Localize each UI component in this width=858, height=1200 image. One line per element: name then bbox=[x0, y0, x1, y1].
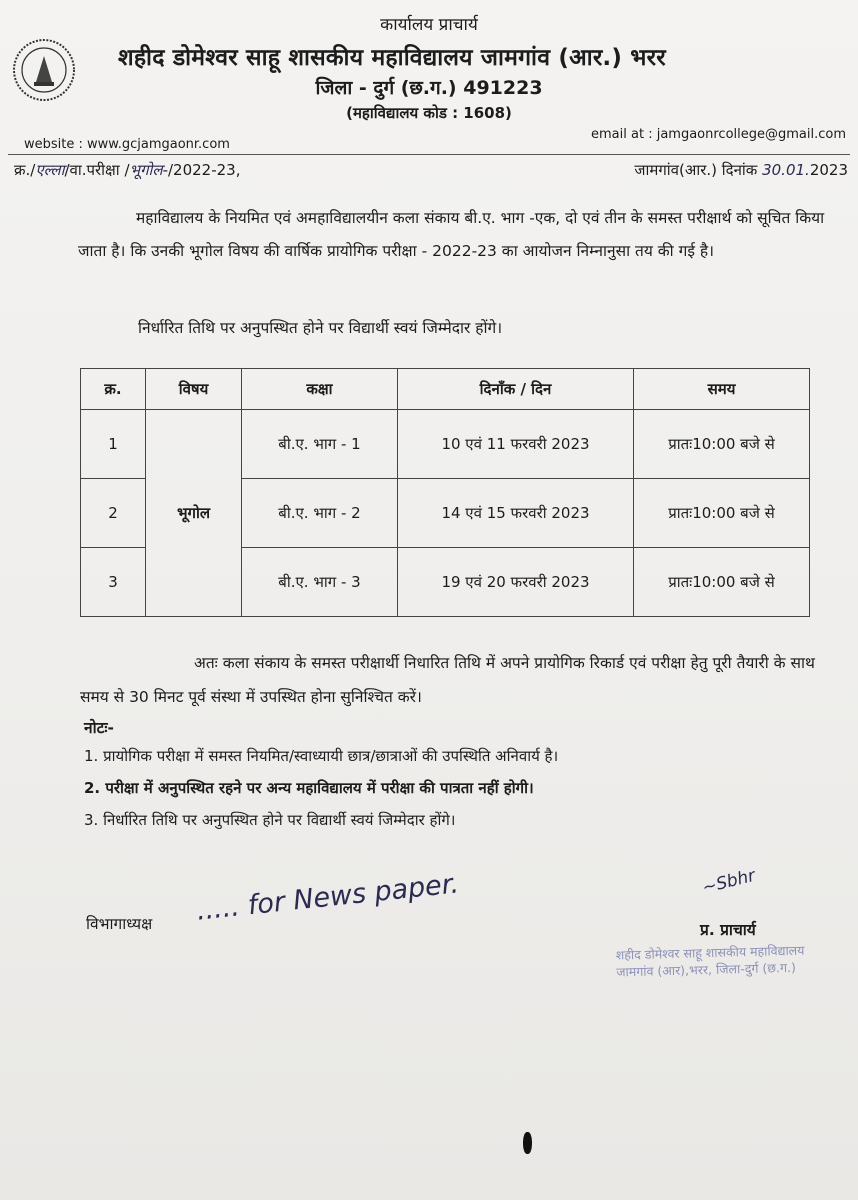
note-item: 3. निर्धारित तिथि पर अनुपस्थित होने पर विद्यार्थी स्वयं जिम्मेदार होंगे। bbox=[84, 811, 456, 829]
cell-time: प्रातः10:00 बजे से bbox=[634, 479, 810, 548]
table-row bbox=[81, 410, 810, 479]
cell-serial: 2 bbox=[81, 479, 146, 548]
office-title: कार्यालय प्राचार्य bbox=[380, 15, 478, 35]
cell-date: 10 एवं 11 फरवरी 2023 bbox=[398, 410, 634, 479]
col-header-time: समय bbox=[634, 369, 810, 410]
col-header-serial: क्र. bbox=[81, 369, 146, 410]
cell-class: बी.ए. भाग - 2 bbox=[242, 479, 398, 548]
principal-signature: ~Sbhr bbox=[700, 865, 758, 899]
ref-prefix: क्र./ bbox=[14, 161, 36, 179]
col-header-subject: विषय bbox=[146, 369, 242, 410]
exam-schedule-table bbox=[80, 368, 810, 617]
stamp-line: शहीद डोमेश्वर साहू शासकीय महाविद्यालय bbox=[615, 942, 805, 963]
reference-number bbox=[14, 160, 241, 180]
ref-subject-handwritten: भूगोल bbox=[129, 161, 163, 179]
place-label: जामगांव(आर.) दिनांक bbox=[634, 161, 758, 179]
website-text: website : www.gcjamgaonr.com bbox=[24, 137, 230, 152]
absence-warning: निर्धारित तिथि पर अनुपस्थित होने पर विद्यार्थी स्वयं जिम्मेदार होंगे। bbox=[138, 319, 503, 337]
cell-serial: 3 bbox=[81, 548, 146, 617]
principal-label: प्र. प्राचार्य bbox=[700, 921, 756, 939]
cell-time: प्रातः10:00 बजे से bbox=[634, 410, 810, 479]
cell-serial: 1 bbox=[81, 410, 146, 479]
hod-label: विभागाध्यक्ष bbox=[86, 915, 153, 933]
cell-subject: भूगोल bbox=[146, 410, 242, 617]
date-year: 2023 bbox=[809, 161, 848, 179]
notes-list bbox=[84, 740, 558, 836]
ink-mark bbox=[523, 1132, 532, 1154]
note-item: 1. प्रायोगिक परीक्षा में समस्त नियमित/स्वाध्यायी छात्र/छात्राओं की उपस्थिति अनिवार्य है। bbox=[84, 747, 559, 765]
stamp-line: जामगांव (आर),भरर, जिला-दुर्ग (छ.ग.) bbox=[616, 959, 797, 980]
ref-suffix: -/2022-23, bbox=[162, 161, 241, 179]
email-text: email at : jamgaonrcollege@gmail.com bbox=[591, 127, 846, 142]
handwritten-note: ..... for News paper. bbox=[195, 868, 461, 927]
intro-paragraph bbox=[78, 202, 838, 268]
cell-date: 14 एवं 15 फरवरी 2023 bbox=[398, 479, 634, 548]
date-handwritten: 30.01. bbox=[762, 161, 810, 179]
intro-text: महाविद्यालय के नियमित एवं अमहाविद्यालयीन कला संकाय बी.ए. भाग -एक, दो एवं तीन के समस्त परीक्षार्थ को सूचित किया जाता है। कि उनकी भूगोल विषय की वार्षिक प्रायोगिक परीक्षा - 2022-23 का आयोजन निम्नानुसा तय की गई है। bbox=[78, 209, 825, 260]
ref-mid: /वा.परीक्षा / bbox=[64, 161, 130, 179]
col-header-class: कक्षा bbox=[242, 369, 398, 410]
preparation-text: अतः कला संकाय के समस्त परीक्षार्थी निधारित तिथि में अपने प्रायोगिक रिकार्ड एवं परीक्षा हेतु पूरी तैयारी के साथ समय से 30 मिनट पूर्व संस्था में उपस्थित होना सुनिश्चित करें। bbox=[80, 654, 815, 706]
notes-heading: नोटः- bbox=[84, 719, 114, 737]
table-header-row bbox=[81, 369, 810, 410]
header-divider bbox=[8, 154, 850, 155]
cell-time: प्रातः10:00 बजे से bbox=[634, 548, 810, 617]
ref-number-handwritten: एल्ला bbox=[35, 161, 65, 179]
college-name: शहीद डोमेश्वर साहू शासकीय महाविद्यालय जामगांव (आर.) भरर bbox=[118, 45, 666, 71]
preparation-paragraph bbox=[80, 646, 840, 714]
cell-date: 19 एवं 20 फरवरी 2023 bbox=[398, 548, 634, 617]
col-header-date: दिनाँक / दिन bbox=[398, 369, 634, 410]
college-code: (महाविद्यालय कोड : 1608) bbox=[346, 104, 512, 122]
district-line: जिला - दुर्ग (छ.ग.) 491223 bbox=[315, 77, 543, 99]
college-stamp bbox=[616, 942, 805, 981]
note-item: 2. परीक्षा में अनुपस्थित रहने पर अन्य महाविद्यालय में परीक्षा की पात्रता नहीं होगी। bbox=[84, 779, 534, 797]
date-line bbox=[634, 160, 848, 180]
cell-class: बी.ए. भाग - 3 bbox=[242, 548, 398, 617]
cell-class: बी.ए. भाग - 1 bbox=[242, 410, 398, 479]
